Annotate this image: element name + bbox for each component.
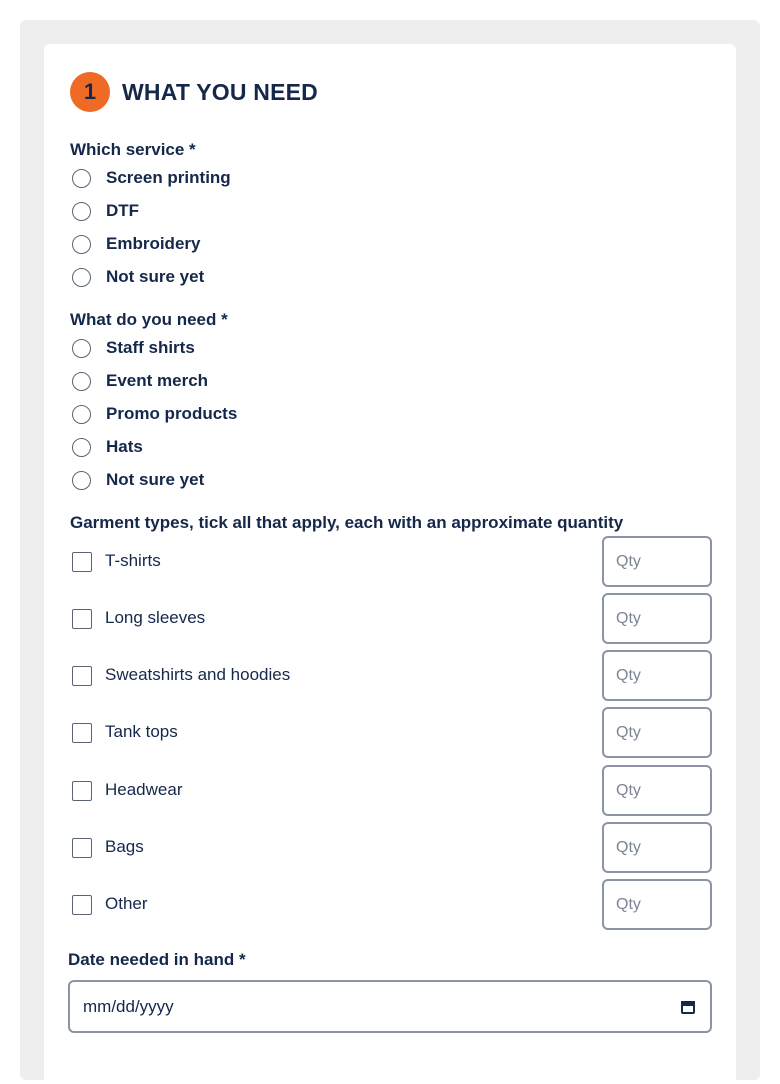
radio-label: Screen printing	[106, 168, 231, 187]
garment-label: Sweatshirts and hoodies	[105, 665, 291, 684]
service-option-embroidery[interactable]	[72, 231, 200, 257]
garment-row-headwear	[72, 765, 712, 817]
garment-qty-input[interactable]	[602, 536, 712, 587]
need-option-promo-products[interactable]	[72, 401, 237, 427]
garment-row-t-shirts	[72, 536, 712, 588]
radio-label: Not sure yet	[106, 470, 205, 489]
garment-row-bags	[72, 822, 712, 874]
garment-qty-input[interactable]	[602, 650, 712, 701]
garment-label: Long sleeves	[105, 608, 206, 627]
garment-checkbox[interactable]	[72, 781, 92, 801]
radio-button[interactable]	[72, 405, 91, 424]
need-option-not-sure[interactable]	[72, 467, 204, 493]
need-option-event-merch[interactable]	[72, 368, 208, 394]
need-option-staff-shirts[interactable]	[72, 335, 195, 361]
garment-row-sweatshirts	[72, 650, 712, 702]
step-title: WHAT YOU NEED	[122, 78, 318, 105]
radio-label: Embroidery	[106, 234, 201, 253]
date-input[interactable]	[68, 980, 712, 1033]
garment-row-long-sleeves	[72, 593, 712, 645]
date-placeholder: mm/dd/yyyy	[83, 996, 174, 1016]
garment-qty-input[interactable]	[602, 593, 712, 644]
radio-button[interactable]	[72, 235, 91, 254]
garment-qty-input[interactable]	[602, 707, 712, 758]
garment-checkbox[interactable]	[72, 552, 92, 572]
need-group-label: What do you need *	[70, 310, 228, 329]
garment-row-other	[72, 879, 712, 931]
garment-label: Other	[105, 894, 148, 913]
radio-button[interactable]	[72, 268, 91, 287]
garment-label: Bags	[105, 837, 144, 856]
radio-label: Hats	[106, 437, 143, 456]
step-number-badge: 1	[70, 72, 110, 112]
garment-qty-input[interactable]	[602, 879, 712, 930]
garments-group-label: Garment types, tick all that apply, each with an approximate quantity	[70, 513, 624, 532]
garment-label: Tank tops	[105, 722, 178, 741]
garment-checkbox[interactable]	[72, 838, 92, 858]
service-option-screen-printing[interactable]	[72, 165, 231, 191]
service-option-dtf[interactable]	[72, 198, 139, 224]
radio-button[interactable]	[72, 169, 91, 188]
date-label: Date needed in hand *	[68, 950, 246, 969]
radio-button[interactable]	[72, 339, 91, 358]
service-group-label: Which service *	[70, 140, 196, 159]
radio-button[interactable]	[72, 438, 91, 457]
radio-button[interactable]	[72, 471, 91, 490]
garment-checkbox[interactable]	[72, 666, 92, 686]
radio-label: Promo products	[106, 404, 238, 423]
step-header	[70, 71, 318, 113]
need-option-hats[interactable]	[72, 434, 143, 460]
service-option-not-sure[interactable]	[72, 264, 204, 290]
radio-button[interactable]	[72, 202, 91, 221]
calendar-icon[interactable]	[680, 999, 696, 1015]
radio-label: DTF	[106, 201, 140, 220]
garment-qty-input[interactable]	[602, 765, 712, 816]
radio-label: Not sure yet	[106, 267, 205, 286]
garment-label: T-shirts	[105, 551, 161, 570]
garment-label: Headwear	[105, 780, 183, 799]
garment-qty-input[interactable]	[602, 822, 712, 873]
radio-label: Event merch	[106, 371, 209, 390]
radio-label: Staff shirts	[106, 338, 195, 357]
garment-checkbox[interactable]	[72, 609, 92, 629]
garment-checkbox[interactable]	[72, 723, 92, 743]
radio-button[interactable]	[72, 372, 91, 391]
garment-row-tank-tops	[72, 707, 712, 759]
garment-checkbox[interactable]	[72, 895, 92, 915]
